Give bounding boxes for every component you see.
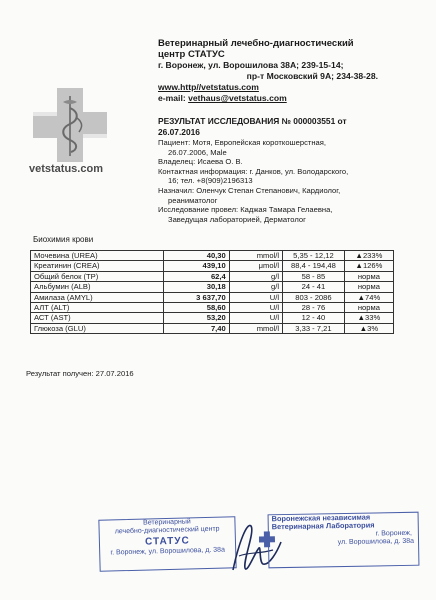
clinic-email-link[interactable]: vethaus@vetstatus.com xyxy=(188,93,287,103)
stamp-right-line-3: г. Воронеж, xyxy=(375,529,412,538)
lab-cross-icon xyxy=(259,531,275,547)
report-title: РЕЗУЛЬТАТ ИССЛЕДОВАНИЯ № 000003551 от xyxy=(158,116,347,126)
report-info xyxy=(158,116,418,224)
result-value: 58,60 xyxy=(163,303,229,313)
table-row xyxy=(31,251,394,261)
reference-range: 28 - 76 xyxy=(283,303,345,313)
unit: U/l xyxy=(229,303,282,313)
patient-line-1: Пациент: Мотя, Европейская короткошерстная, xyxy=(158,138,326,147)
contact-line-1: Контактная информация: г. Данков, ул. Володарского, xyxy=(158,166,349,176)
deviation-flag: норма xyxy=(344,282,393,292)
deviation-flag: ▲3% xyxy=(344,323,393,333)
result-value: 30,18 xyxy=(163,282,229,292)
patient-line-2: 26.07.2006, Male xyxy=(168,147,227,157)
deviation-flag: ▲74% xyxy=(344,292,393,302)
reference-range: 3,33 - 7,21 xyxy=(283,323,345,333)
table-row xyxy=(31,271,394,281)
report-date: 26.07.2016 xyxy=(158,127,200,137)
clinic-website-link[interactable]: www.http//vetstatus.com xyxy=(158,82,259,92)
clinic-name-2: центр СТАТУС xyxy=(158,49,225,60)
stamp-left-line-2: лечебно-диагностический центр xyxy=(114,526,220,536)
table-row xyxy=(31,261,394,271)
analyte-name: Мочевина (UREA) xyxy=(31,251,164,261)
result-value: 40,30 xyxy=(163,251,229,261)
stamp-left-line-1: Ветеринарный xyxy=(143,518,191,527)
analyte-name: Общий белок (TP) xyxy=(31,271,164,281)
table-row xyxy=(31,323,394,333)
logo-site-text: vetstatus.com xyxy=(29,163,103,175)
unit: mmol/l xyxy=(229,323,282,333)
stamp-right-line-2: Ветеринарная Лаборатория xyxy=(271,520,375,532)
result-value: 7,40 xyxy=(163,323,229,333)
result-received-date: Результат получен: 27.07.2016 xyxy=(26,369,134,378)
results-table xyxy=(30,250,394,334)
contact-line-2: 16; тел. +8(909)2196313 xyxy=(168,176,253,186)
table-row xyxy=(31,282,394,292)
unit: U/l xyxy=(229,313,282,323)
unit: g/l xyxy=(229,271,282,281)
analyte-name: Альбумин (ALB) xyxy=(31,282,164,292)
reference-range: 5,35 - 12,12 xyxy=(283,251,345,261)
clinic-name: Ветеринарный лечебно-диагностический xyxy=(158,38,354,49)
unit: g/l xyxy=(229,282,282,292)
analyte-name: АЛТ (ALT) xyxy=(31,303,164,313)
email-label: e-mail: xyxy=(158,93,186,103)
clinic-address-2: пр-т Московский 9А; 234-38-28. xyxy=(246,71,378,81)
reference-range: 24 - 41 xyxy=(283,282,345,292)
analyte-name: АСТ (AST) xyxy=(31,313,164,323)
deviation-flag: ▲33% xyxy=(344,313,393,323)
assigned-line-1: Назначил: Оленчук Степан Степанович, Кардиолог, xyxy=(158,185,341,195)
table-row xyxy=(31,292,394,302)
result-value: 53,20 xyxy=(163,313,229,323)
assigned-line-2: реаниматолог xyxy=(168,195,218,205)
table-row xyxy=(31,303,394,313)
result-value: 3 637,70 xyxy=(163,292,229,302)
section-title: Биохимия крови xyxy=(33,235,94,244)
clinic-header xyxy=(158,38,428,104)
reference-range: 12 - 40 xyxy=(283,313,345,323)
result-value: 62,4 xyxy=(163,271,229,281)
table-row xyxy=(31,313,394,323)
reference-range: 88,4 - 194,48 xyxy=(283,261,345,271)
analyte-name: Креатинин (CREA) xyxy=(31,261,164,271)
analyte-name: Глюкоза (GLU) xyxy=(31,323,164,333)
clinic-address-1: г. Воронеж, ул. Ворошилова 38А; 239-15-14; xyxy=(158,60,344,70)
unit: U/l xyxy=(229,292,282,302)
stamp-left-line-3: СТАТУС xyxy=(144,535,190,548)
laboratory-stamp xyxy=(268,512,420,569)
performed-line-2: Заведущая лабораторией, Дерматолог xyxy=(168,214,306,224)
deviation-flag: норма xyxy=(344,303,393,313)
stamp-right-line-4: ул. Ворошилова, д. 38а xyxy=(337,537,415,547)
performed-line-1: Исследование провел: Каджая Тамара Гелаевна, xyxy=(158,205,333,215)
analyte-name: Амилаза (AMYL) xyxy=(31,292,164,302)
stamp-left-line-4: г. Воронеж, ул. Ворошилова, д. 38а xyxy=(110,546,226,557)
unit: μmol/l xyxy=(229,261,282,271)
stamp-right-line-1: Воронежская независимая xyxy=(271,512,371,524)
caduceus-cross-icon xyxy=(33,88,107,162)
deviation-flag: ▲233% xyxy=(344,251,393,261)
deviation-flag: ▲126% xyxy=(344,261,393,271)
unit: mmol/l xyxy=(229,251,282,261)
reference-range: 58 - 85 xyxy=(283,271,345,281)
reference-range: 803 - 2086 xyxy=(283,292,345,302)
result-value: 439,10 xyxy=(163,261,229,271)
clinic-stamp xyxy=(98,516,236,572)
owner-line: Владелец: Исаева О. В. xyxy=(158,157,243,167)
deviation-flag: норма xyxy=(344,271,393,281)
